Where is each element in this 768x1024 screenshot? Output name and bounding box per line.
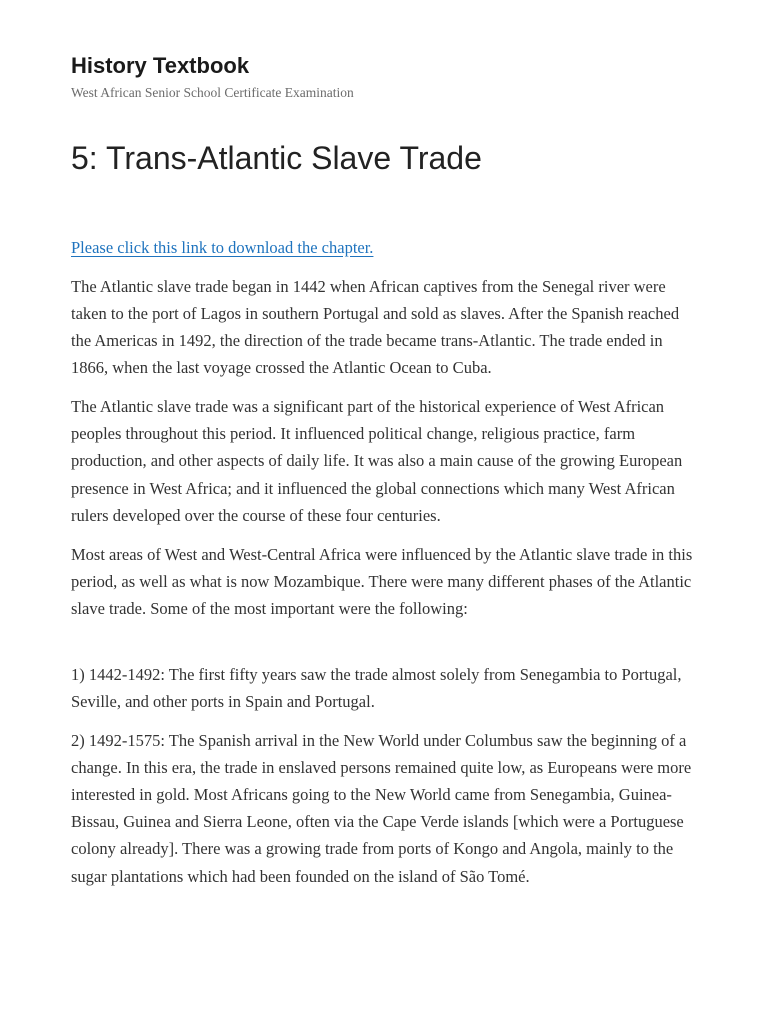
download-paragraph [71,234,701,261]
paragraph-significance: The Atlantic slave trade was a significant part of the historical experience of West African peoples throughout this period. It influenced political change, religious practice, farm production, and other aspects of daily life. It was also a main cause of the growing European presence in West Africa; and it influenced the global connections which many West African rulers developed over the course of these four centuries. [71,397,683,525]
paragraph-phases-intro: Most areas of West and West-Central Africa were influenced by the Atlantic slave trade in this period, as well as what is now Mozambique. There were many different phases of the Atlantic slave trade. Some of the most important were the following: [71,544,693,618]
phase-item-2: 2) 1492-1575: The Spanish arrival in the New World under Columbus saw the beginning of a change. In this era, the trade in enslaved persons remained quite low, as Europeans were more interested in gold. Most Africans going to the New World came from Senegambia, Guinea-Bissau, Guinea and Sierra Leone, often via the Cape Verde islands [which were a Portuguese colony already]. There was a growing trade from ports of Kongo and Angola, mainly to the sugar plantations which had been founded on the island of São Tomé. [71,730,692,886]
paragraph-intro: The Atlantic slave trade began in 1442 when African captives from the Senegal river were taken to the port of Lagos in southern Portugal and sold as slaves. After the Spanish reached the Americas in 1492, the direction of the trade became trans-Atlantic. The trade ended in 1866, when the last voyage crossed the Atlantic Ocean to Cuba. [71,276,680,378]
download-chapter-link[interactable]: Please click this link to download the chapter. [71,238,374,257]
site-subtitle: West African Senior School Certificate Examination [71,85,354,100]
article-body [71,234,701,901]
page-title: 5: Trans-Atlantic Slave Trade [71,140,482,176]
phase-item-1: 1) 1442-1492: The first fifty years saw the trade almost solely from Senegambia to Portugal, Seville, and other ports in Spain and Portugal. [71,664,682,711]
spacer [71,634,701,661]
site-title[interactable]: History Textbook [71,53,250,78]
